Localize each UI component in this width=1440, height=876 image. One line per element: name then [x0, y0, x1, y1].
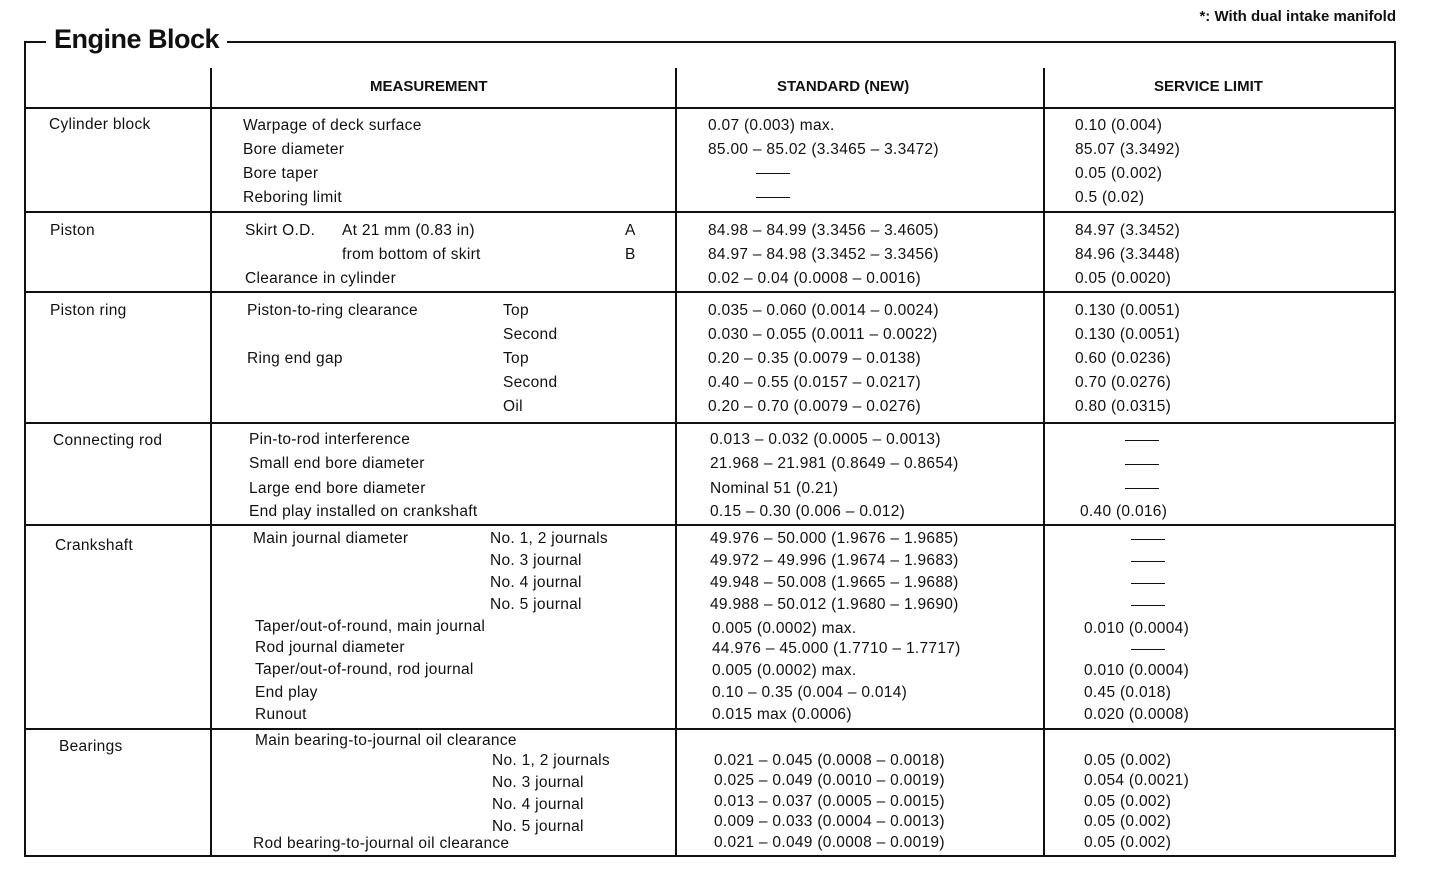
title-box — [46, 22, 227, 56]
header-measurement: MEASUREMENT — [370, 78, 488, 95]
section-name: Piston ring — [50, 302, 127, 319]
section-divider — [24, 291, 1396, 293]
standard-value: 0.030 – 0.055 (0.0011 – 0.0022) — [708, 326, 938, 343]
header-divider — [24, 107, 1396, 109]
service-limit: 0.020 (0.0008) — [1084, 706, 1190, 723]
standard-value: 0.005 (0.0002) max. — [712, 620, 857, 637]
standard-value: 0.20 – 0.70 (0.0079 – 0.0276) — [708, 398, 921, 415]
measurement: Bore taper — [243, 165, 319, 182]
standard-value: 0.025 – 0.049 (0.0010 – 0.0019) — [714, 772, 945, 789]
section-divider — [24, 211, 1396, 213]
standard-value: 49.972 – 49.996 (1.9674 – 1.9683) — [710, 552, 959, 569]
service-limit: 0.5 (0.02) — [1075, 189, 1145, 206]
service-limit: 0.60 (0.0236) — [1075, 350, 1172, 367]
measurement-qualifier: No. 4 journal — [492, 796, 584, 813]
section-name: Connecting rod — [53, 432, 163, 449]
not-applicable-dash — [1131, 649, 1165, 650]
standard-value: 0.005 (0.0002) max. — [712, 662, 857, 679]
measurement-qualifier: Second — [503, 326, 558, 343]
measurement-qualifier: Top — [503, 302, 529, 319]
section-name: Piston — [50, 222, 95, 239]
section-divider — [24, 422, 1396, 424]
service-limit: 0.010 (0.0004) — [1084, 662, 1190, 679]
service-limit: 0.05 (0.002) — [1084, 834, 1172, 851]
not-applicable-dash — [756, 197, 790, 198]
table-frame — [24, 41, 1396, 857]
section-name: Bearings — [59, 738, 123, 755]
measurement-qualifier: No. 3 journal — [490, 552, 582, 569]
header-standard: STANDARD (NEW) — [777, 78, 910, 95]
measurement: Main journal diameter — [253, 530, 409, 547]
page-title: Engine Block — [54, 24, 220, 54]
measurement: Rod journal diameter — [255, 639, 405, 656]
standard-value: 44.976 – 45.000 (1.7710 – 1.7717) — [712, 640, 961, 657]
measurement-qualifier: A — [625, 222, 636, 239]
service-limit: 0.10 (0.004) — [1075, 117, 1163, 134]
service-limit: 0.010 (0.0004) — [1084, 620, 1190, 637]
standard-value: Nominal 51 (0.21) — [710, 480, 839, 497]
service-limit: 0.45 (0.018) — [1084, 684, 1172, 701]
service-limit: 84.97 (3.3452) — [1075, 222, 1181, 239]
measurement: Taper/out-of-round, rod journal — [255, 661, 474, 678]
standard-value: 84.97 – 84.98 (3.3452 – 3.3456) — [708, 246, 939, 263]
column-divider — [675, 68, 677, 856]
standard-value: 84.98 – 84.99 (3.3456 – 3.4605) — [708, 222, 939, 239]
standard-value: 0.013 – 0.037 (0.0005 – 0.0015) — [714, 793, 945, 810]
standard-value: 21.968 – 21.981 (0.8649 – 0.8654) — [710, 455, 959, 472]
not-applicable-dash — [1131, 539, 1165, 540]
not-applicable-dash — [1131, 583, 1165, 584]
service-limit: 0.054 (0.0021) — [1084, 772, 1190, 789]
measurement-qualifier: No. 3 journal — [492, 774, 584, 791]
measurement-qualifier: Oil — [503, 398, 523, 415]
measurement: Rod bearing-to-journal oil clearance — [253, 835, 510, 852]
section-divider — [24, 524, 1396, 526]
service-limit: 0.05 (0.002) — [1075, 165, 1163, 182]
measurement-qualifier: Top — [503, 350, 529, 367]
standard-value: 0.20 – 0.35 (0.0079 – 0.0138) — [708, 350, 921, 367]
standard-value: 0.40 – 0.55 (0.0157 – 0.0217) — [708, 374, 921, 391]
measurement-qualifier: Second — [503, 374, 558, 391]
measurement-qualifier: No. 5 journal — [490, 596, 582, 613]
measurement: Small end bore diameter — [249, 455, 425, 472]
section-name: Crankshaft — [55, 537, 133, 554]
measurement: Reboring limit — [243, 189, 342, 206]
not-applicable-dash — [1131, 561, 1165, 562]
header-service-limit: SERVICE LIMIT — [1154, 78, 1263, 95]
service-limit: 0.05 (0.0020) — [1075, 270, 1172, 287]
measurement: Large end bore diameter — [249, 480, 426, 497]
measurement: Warpage of deck surface — [243, 117, 422, 134]
footnote: *: With dual intake manifold — [1199, 8, 1396, 25]
service-limit: 0.130 (0.0051) — [1075, 326, 1181, 343]
standard-value: 0.009 – 0.033 (0.0004 – 0.0013) — [714, 813, 945, 830]
service-limit: 0.05 (0.002) — [1084, 793, 1172, 810]
standard-value: 49.948 – 50.008 (1.9665 – 1.9688) — [710, 574, 959, 591]
standard-value: 0.10 – 0.35 (0.004 – 0.014) — [712, 684, 908, 701]
standard-value: 0.07 (0.003) max. — [708, 117, 835, 134]
section-divider — [24, 728, 1396, 730]
column-divider — [1043, 68, 1045, 856]
standard-value: 85.00 – 85.02 (3.3465 – 3.3472) — [708, 141, 939, 158]
measurement-qualifier: At 21 mm (0.83 in) — [342, 222, 475, 239]
standard-value: 0.013 – 0.032 (0.0005 – 0.0013) — [710, 431, 941, 448]
standard-value: 0.02 – 0.04 (0.0008 – 0.0016) — [708, 270, 921, 287]
measurement: End play installed on crankshaft — [249, 503, 478, 520]
standard-value: 0.15 – 0.30 (0.006 – 0.012) — [710, 503, 906, 520]
standard-value: 0.035 – 0.060 (0.0014 – 0.0024) — [708, 302, 939, 319]
service-limit: 84.96 (3.3448) — [1075, 246, 1181, 263]
measurement: Bore diameter — [243, 141, 345, 158]
standard-value: 49.976 – 50.000 (1.9676 – 1.9685) — [710, 530, 959, 547]
measurement-qualifier: No. 4 journal — [490, 574, 582, 591]
service-limit: 85.07 (3.3492) — [1075, 141, 1181, 158]
measurement: End play — [255, 684, 318, 701]
not-applicable-dash — [1125, 464, 1159, 465]
measurement: Ring end gap — [247, 350, 343, 367]
standard-value: 0.015 max (0.0006) — [712, 706, 852, 723]
measurement-qualifier: from bottom of skirt — [342, 246, 481, 263]
service-limit: 0.40 (0.016) — [1080, 503, 1168, 520]
standard-value: 0.021 – 0.045 (0.0008 – 0.0018) — [714, 752, 945, 769]
not-applicable-dash — [1125, 488, 1159, 489]
measurement-qualifier: No. 1, 2 journals — [490, 530, 608, 547]
not-applicable-dash — [1125, 440, 1159, 441]
service-limit: 0.130 (0.0051) — [1075, 302, 1181, 319]
section-name: Cylinder block — [49, 116, 151, 133]
measurement-qualifier: No. 1, 2 journals — [492, 752, 610, 769]
not-applicable-dash — [1131, 605, 1165, 606]
not-applicable-dash — [756, 173, 790, 174]
measurement: Taper/out-of-round, main journal — [255, 618, 486, 635]
measurement: Main bearing-to-journal oil clearance — [255, 732, 517, 749]
service-limit: 0.05 (0.002) — [1084, 752, 1172, 769]
service-limit: 0.05 (0.002) — [1084, 813, 1172, 830]
measurement: Pin-to-rod interference — [249, 431, 411, 448]
column-divider — [210, 68, 212, 856]
standard-value: 49.988 – 50.012 (1.9680 – 1.9690) — [710, 596, 959, 613]
service-limit: 0.80 (0.0315) — [1075, 398, 1172, 415]
measurement-qualifier: No. 5 journal — [492, 818, 584, 835]
measurement: Runout — [255, 706, 307, 723]
measurement: Skirt O.D. — [245, 222, 316, 239]
service-limit: 0.70 (0.0276) — [1075, 374, 1172, 391]
measurement-qualifier: B — [625, 246, 636, 263]
measurement: Piston-to-ring clearance — [247, 302, 418, 319]
standard-value: 0.021 – 0.049 (0.0008 – 0.0019) — [714, 834, 945, 851]
measurement: Clearance in cylinder — [245, 270, 397, 287]
